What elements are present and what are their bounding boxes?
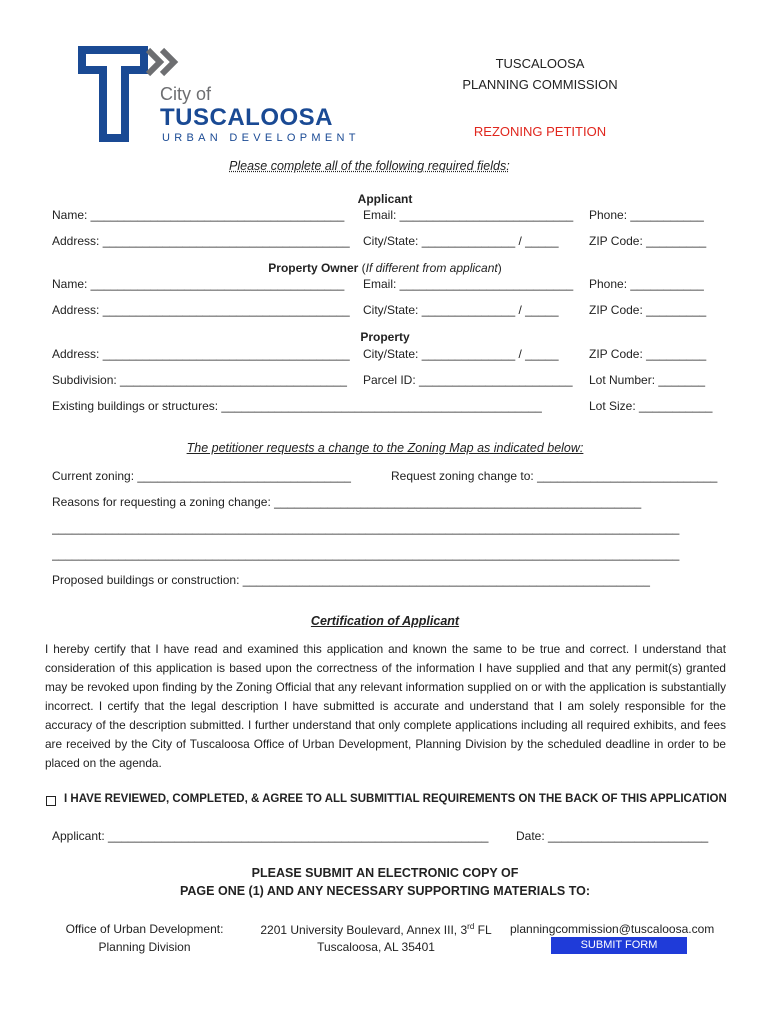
instructions [229, 159, 510, 173]
owner-phone-field[interactable]: Phone: ___________ [589, 277, 704, 291]
reasons-line-2[interactable]: ______________________________________________________________________________________________ [52, 547, 680, 561]
address-floor-suffix: rd [467, 922, 475, 931]
owner-heading-close: ) [497, 261, 502, 275]
applicant-address-field[interactable]: Address: _____________________________________ [52, 234, 350, 248]
office-address-line-1 [250, 922, 502, 937]
city-logo [78, 44, 368, 144]
instructions-text: Please complete all of the following required fields: [229, 159, 510, 173]
owner-heading-label: Property Owner [268, 261, 359, 275]
reasons-field[interactable]: Reasons for requesting a zoning change: _______________________________________________________ [52, 495, 642, 509]
owner-email-field[interactable]: Email: __________________________ [363, 277, 574, 291]
owner-heading [200, 261, 570, 275]
property-heading: Property [360, 330, 410, 344]
logo-urban-development: URBAN DEVELOPMENT [162, 132, 360, 144]
owner-heading-note: If different from applicant [365, 261, 498, 275]
owner-name-field[interactable]: Name: ______________________________________ [52, 277, 345, 291]
request-zoning-field[interactable]: Request zoning change to: ___________________________ [391, 469, 718, 483]
lot-number-field[interactable]: Lot Number: _______ [589, 373, 706, 387]
office-division: Planning Division [98, 940, 191, 954]
applicant-email-field[interactable]: Email: __________________________ [363, 208, 574, 222]
owner-zip-field[interactable]: ZIP Code: _________ [589, 303, 707, 317]
certification-heading-text: Certification of Applicant [310, 614, 460, 628]
existing-buildings-field[interactable]: Existing buildings or structures: ________________________________________________ [52, 399, 542, 413]
applicant-heading: Applicant [357, 192, 413, 206]
proposed-buildings-field[interactable]: Proposed buildings or construction: _____________________________________________________________ [52, 573, 650, 587]
owner-address-field[interactable]: Address: _____________________________________ [52, 303, 350, 317]
submission-email[interactable]: planningcommission@tuscaloosa.com [510, 922, 715, 936]
applicant-phone-field[interactable]: Phone: ___________ [589, 208, 704, 222]
property-citystate-field[interactable]: City/State: ______________ / _____ [363, 347, 559, 361]
address-floor: FL [474, 923, 492, 937]
logo-tuscaloosa: TUSCALOOSA [160, 104, 333, 131]
applicant-citystate-field[interactable]: City/State: ______________ / _____ [363, 234, 559, 248]
certification-heading [250, 614, 520, 628]
header-tuscaloosa: TUSCALOOSA [495, 56, 585, 71]
submit-form-button[interactable]: SUBMIT FORM [551, 937, 687, 954]
agree-label: I HAVE REVIEWED, COMPLETED, & AGREE TO ALL SUBMITTIAL REQUIREMENTS ON THE BACK OF THIS APPLICATION [64, 793, 727, 805]
zoning-heading-text: The petitioner requests a change to the Zoning Map as indicated below: [186, 441, 584, 455]
page-title: REZONING PETITION [473, 124, 607, 139]
applicant-signature-field[interactable]: Applicant: _________________________________________________________ [52, 829, 489, 843]
zoning-heading [100, 441, 670, 455]
parcel-id-field[interactable]: Parcel ID: _______________________ [363, 373, 573, 387]
agree-checkbox[interactable] [46, 796, 56, 806]
address-street: 2201 University Boulevard, Annex III, 3 [260, 923, 468, 937]
property-address-field[interactable]: Address: _____________________________________ [52, 347, 350, 361]
submit-instructions-1: PLEASE SUBMIT AN ELECTRONIC COPY OF [251, 866, 519, 880]
certification-text: I hereby certify that I have read and examined this application and known the same to be true and correct. I understand that consideration of this application is based upon the correctness of the information I have supplied and that any permit(s) granted may be revoked upon finding by the Zoning Official that any relevant information supplied on or with the application is substantially incorrect. I certify that the legal description I have submitted is accurate and understand that I am solely responsible for the accuracy of the description submitted. I further understand that only complete applications including all required exhibits, and fees are received by the City of Tuscaloosa Office of Urban Development, Planning Division by the scheduled deadline in order to be placed on the agenda. [45, 642, 726, 770]
applicant-zip-field[interactable]: ZIP Code: _________ [589, 234, 707, 248]
owner-citystate-field[interactable]: City/State: ______________ / _____ [363, 303, 559, 317]
logo-city-of: City of [160, 84, 212, 104]
office-name: Office of Urban Development: [65, 922, 224, 936]
date-field[interactable]: Date: ________________________ [516, 829, 709, 843]
owner-heading-open: ( [358, 261, 366, 275]
lot-size-field[interactable]: Lot Size: ___________ [589, 399, 713, 413]
subdivision-field[interactable]: Subdivision: __________________________________ [52, 373, 347, 387]
submit-instructions-2: PAGE ONE (1) AND ANY NECESSARY SUPPORTING MATERIALS TO: [180, 884, 590, 898]
property-zip-field[interactable]: ZIP Code: _________ [589, 347, 707, 361]
reasons-line-1[interactable]: ______________________________________________________________________________________________ [52, 521, 680, 535]
office-address-line-2: Tuscaloosa, AL 35401 [317, 940, 435, 954]
applicant-name-field[interactable]: Name: ______________________________________ [52, 208, 345, 222]
current-zoning-field[interactable]: Current zoning: ________________________________ [52, 469, 351, 483]
header-planning-commission: PLANNING COMMISSION [462, 77, 618, 92]
